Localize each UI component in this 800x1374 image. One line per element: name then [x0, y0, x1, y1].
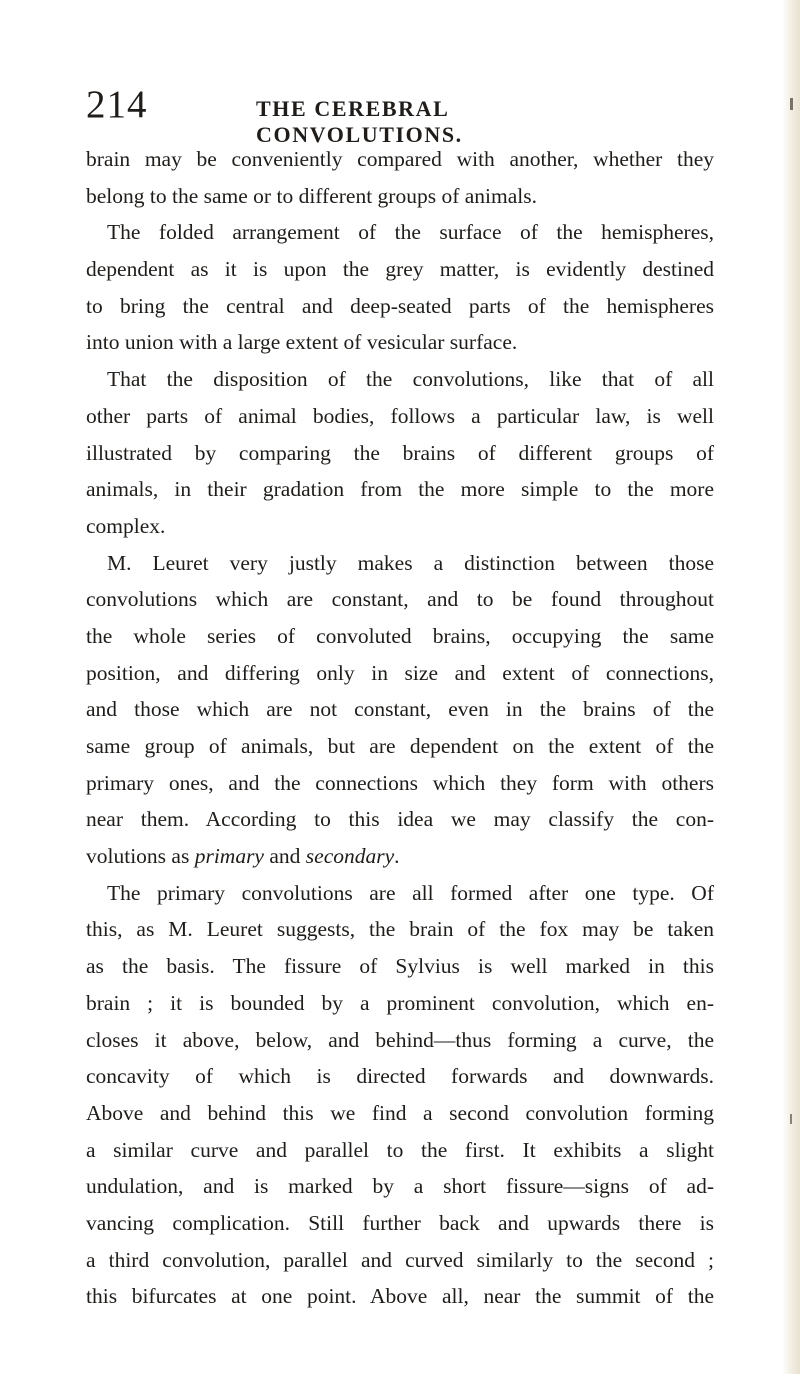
text-line: this bifurcates at one point. Above all, near the summit of the [86, 1284, 714, 1309]
text-line: and those which are not constant, even in the brains of the [86, 697, 714, 722]
text-line: position, and differing only in size and extent of connections, [86, 660, 714, 685]
body-text [86, 141, 714, 1315]
text-line: undulation, and is marked by a short fissure—signs of ad- [86, 1174, 714, 1199]
text-line: this, as M. Leuret suggests, the brain of the fox may be taken [86, 917, 714, 942]
text-line: into union with a large extent of vesicular surface. [86, 330, 518, 355]
text-line: That the disposition of the convolutions, like that of all [107, 367, 714, 392]
margin-mark [790, 1114, 792, 1124]
margin-mark [790, 98, 793, 110]
page-edge-shadow [782, 0, 800, 1374]
text-line: as the basis. The fissure of Sylvius is well marked in this [86, 954, 714, 979]
text-line: M. Leuret very justly makes a distinction between those [107, 550, 714, 575]
text-line: The folded arrangement of the surface of the hemispheres, [107, 220, 714, 245]
text-line: The primary convolutions are all formed after one type. Of [107, 880, 714, 905]
text-fragment: and [269, 844, 301, 869]
text-fragment: volutions as [86, 844, 190, 869]
text-fragment: . [394, 844, 400, 869]
text-line: a similar curve and parallel to the first. It exhibits a slight [86, 1137, 714, 1162]
text-line: illustrated by comparing the brains of different groups of [86, 440, 714, 465]
page-number: 214 [86, 83, 148, 126]
text-line: the whole series of convoluted brains, occupying the same [86, 623, 714, 648]
text-line: near them. According to this idea we may classify the con- [86, 807, 714, 832]
text-line: a third convolution, parallel and curved similarly to the second ; [86, 1247, 714, 1272]
text-line: complex. [86, 513, 166, 538]
italic-term: secondary [305, 844, 395, 869]
text-line: closes it above, below, and behind—thus forming a curve, the [86, 1027, 714, 1052]
italic-term: primary [194, 844, 264, 869]
text-line: other parts of animal bodies, follows a particular law, is well [86, 403, 714, 428]
text-line: belong to the same or to different groups of animals. [86, 183, 537, 208]
text-line: convolutions which are constant, and to be found throughout [86, 587, 714, 612]
running-head: THE CEREBRAL CONVOLUTIONS. [256, 96, 463, 147]
text-line [86, 838, 714, 875]
text-line: animals, in their gradation from the more simple to the more [86, 477, 714, 502]
text-line: primary ones, and the connections which they form with others [86, 770, 714, 795]
text-line: to bring the central and deep-seated parts of the hemispheres [86, 293, 714, 318]
page-header [86, 82, 646, 147]
text-line: brain ; it is bounded by a prominent convolution, which en- [86, 990, 714, 1015]
text-line: dependent as it is upon the grey matter, is evidently destined [86, 257, 714, 282]
text-line: brain may be conveniently compared with another, whether they [86, 147, 714, 171]
text-line: vancing complication. Still further back and upwards there is [86, 1210, 714, 1235]
text-line: same group of animals, but are dependent on the extent of the [86, 734, 714, 758]
text-line: concavity of which is directed forwards and downwards. [86, 1064, 714, 1089]
text-line: Above and behind this we find a second convolution forming [86, 1100, 714, 1125]
